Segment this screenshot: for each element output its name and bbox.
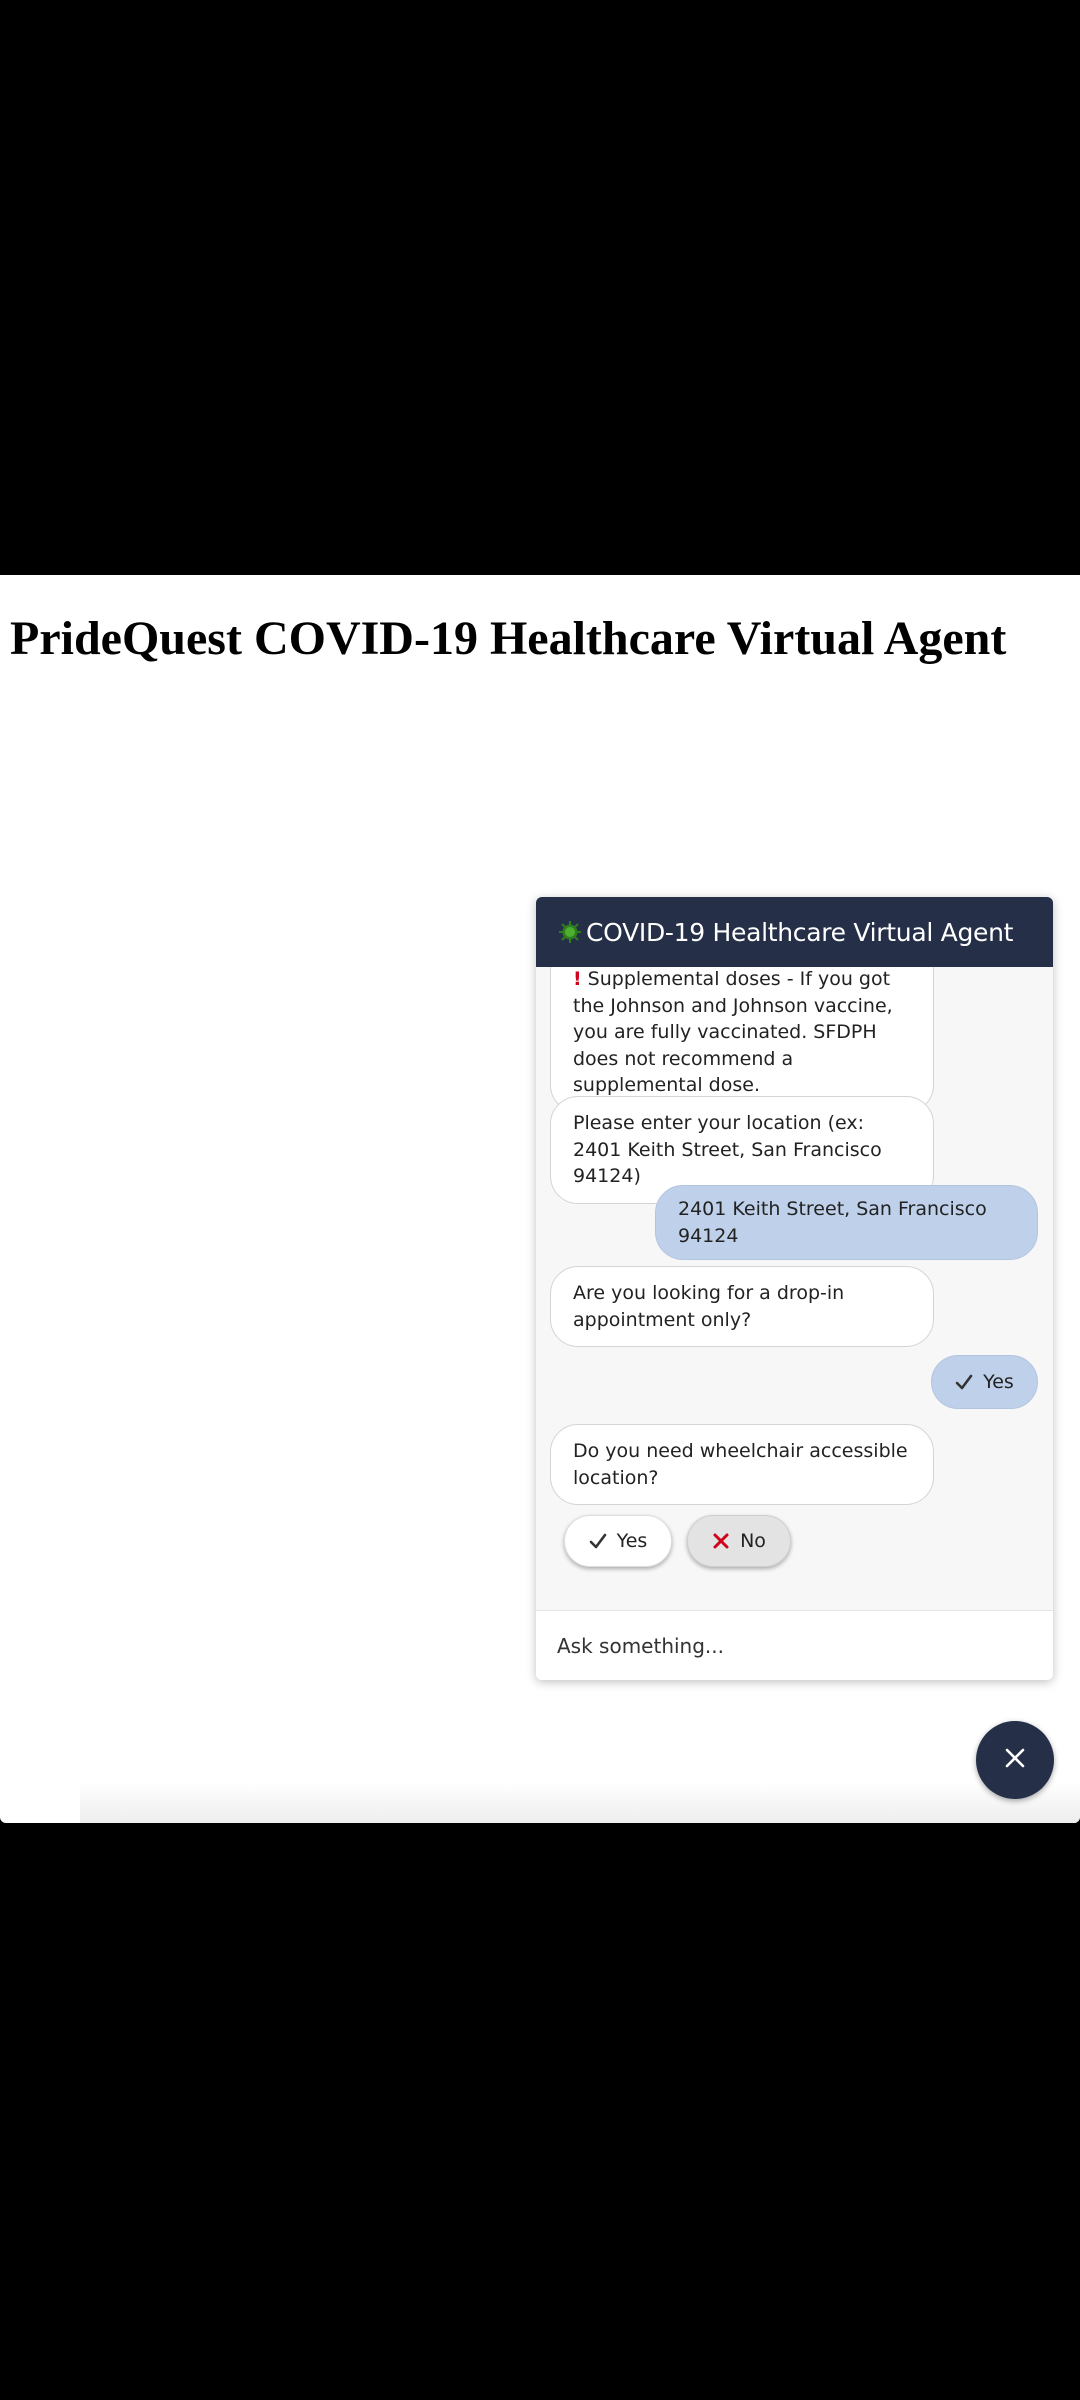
message-text: Please enter your location (ex: 2401 Keith Street, San Francisco 94124) xyxy=(573,1112,882,1187)
cross-icon xyxy=(712,1532,730,1550)
checkmark-icon xyxy=(589,1532,607,1550)
chat-widget xyxy=(536,897,1053,1680)
checkmark-icon xyxy=(955,1373,973,1391)
message-text: Yes xyxy=(983,1370,1014,1393)
page-title: PrideQuest COVID-19 Healthcare Virtual Agent xyxy=(10,612,1007,665)
close-chat-button[interactable] xyxy=(976,1721,1054,1799)
bot-message xyxy=(550,967,934,1113)
exclamation-icon: ! xyxy=(573,968,582,990)
chat-messages xyxy=(536,967,1053,1610)
virus-icon xyxy=(558,920,582,944)
page xyxy=(0,575,1080,1823)
message-text: Supplemental doses - If you got the Johnson and Johnson vaccine, you are fully vaccinated. SFDPH does not recommend a supplemental dose. xyxy=(573,968,893,1096)
user-message xyxy=(931,1355,1038,1409)
page-shadow xyxy=(80,1783,1080,1823)
close-icon xyxy=(1004,1747,1026,1774)
option-no-button[interactable] xyxy=(687,1515,791,1567)
chat-header xyxy=(536,897,1053,967)
message-text: Do you need wheelchair accessible location? xyxy=(573,1440,908,1489)
user-message xyxy=(655,1185,1038,1260)
option-label: Yes xyxy=(616,1530,648,1552)
chat-input[interactable] xyxy=(536,1610,1053,1680)
message-text: Are you looking for a drop-in appointment only? xyxy=(573,1282,845,1331)
option-label: No xyxy=(740,1530,766,1552)
chat-title: COVID-19 Healthcare Virtual Agent xyxy=(586,917,1014,947)
bot-message xyxy=(550,1266,934,1347)
option-yes-button[interactable] xyxy=(564,1515,672,1567)
input-placeholder: Ask something... xyxy=(557,1633,725,1658)
bot-message xyxy=(550,1424,934,1505)
message-text: 2401 Keith Street, San Francisco 94124 xyxy=(678,1198,987,1247)
